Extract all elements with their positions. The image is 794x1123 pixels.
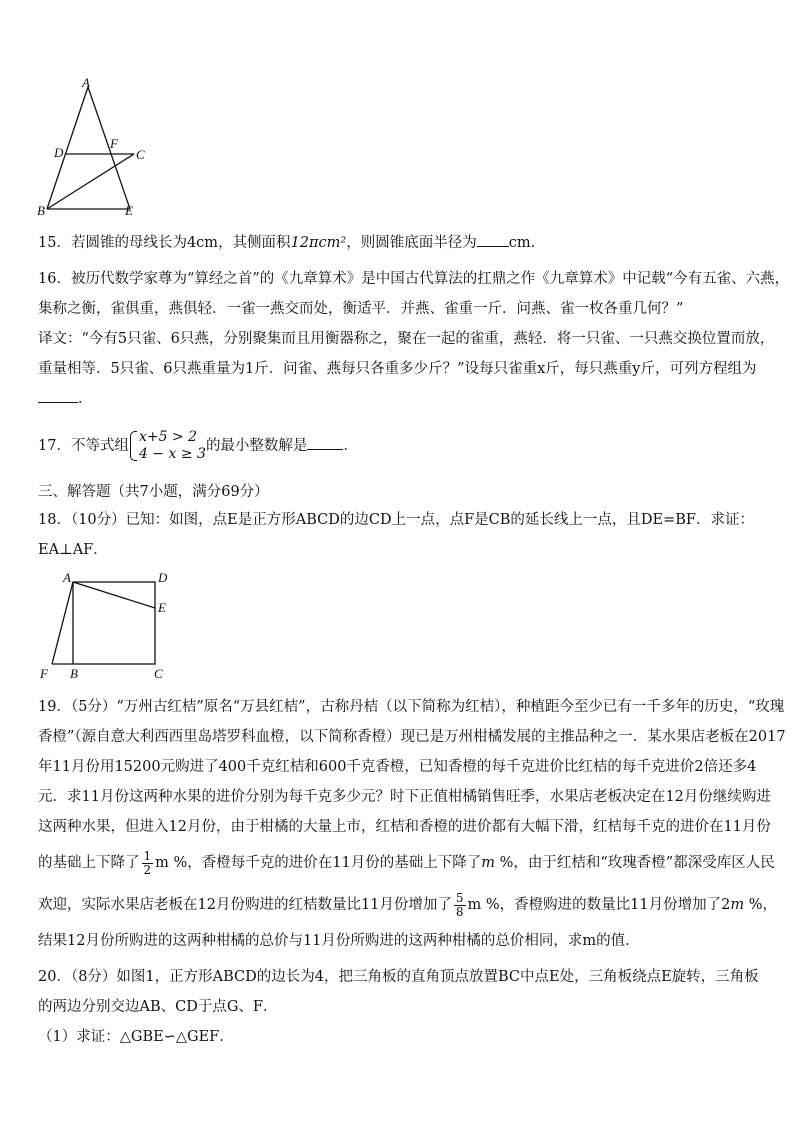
label-f: F — [110, 136, 118, 151]
fraction-half: $\frac{1}{2}$ — [143, 848, 152, 877]
label-b: B — [70, 666, 78, 681]
q17-line: 17．不等式组 x+5 > 2 4 − x ≥ 3 的最小整数解是 ． — [38, 429, 358, 462]
q20-line3: （1）求证：△GBE∽△GEF． — [38, 1029, 234, 1045]
q16-line4: 重量相等．5只雀、6只燕重量为1斤．问雀、燕每只各重多少斤？”设每只雀重x斤，每只燕重y斤，可列方程组为 — [38, 361, 757, 377]
label-f: F — [40, 666, 48, 681]
q15-line: 15．若圆锥的母线长为4cm，其侧面积12πcm²，则圆锥底面半径为 cm． — [38, 235, 546, 251]
label-b: B — [37, 203, 45, 218]
label-c: C — [154, 666, 163, 681]
q19-line2: 香橙”（源自意大利西西里岛塔罗科血橙，以下简称香橙）现已是万州柑橘发展的主推品种之一．某水果店老板在2017 — [38, 729, 786, 745]
q18-line2: EA⊥AF． — [38, 542, 108, 558]
q19-line6: 的基础上下降了 $\frac{1}{2}$ m %，香橙每千克的进价在11月份的基础上下降了m %，由于红桔和“玫瑰香橙”都深受库区人民 — [38, 848, 775, 877]
answer-blank — [477, 246, 509, 247]
question-16 — [38, 264, 790, 414]
q19-line7: 欢迎，实际水果店老板在12月份购进的红桔数量比11月份增加了 $\frac{5}{8}$ m %，香橙购进的数量比11月份增加了2m %， — [38, 890, 777, 919]
q20-line1: 20．（8分）如图1，正方形ABCD的边长为4，把三角板的直角顶点放置BC中点E处，三角板绕点E旋转，三角板 — [38, 969, 759, 985]
question-20 — [38, 962, 760, 1052]
q18-line1: 18．（10分）已知：如图，点E是正方形ABCD的边CD上一点，点F是CB的延长线上一点，且DE=BF．求证： — [38, 512, 754, 528]
q16-line5: ． — [38, 384, 760, 414]
q19-line3: 年11月份用15200元购进了400千克红桔和600千克香橙，已知香橙的每千克进价比红桔的每千克进价2倍还多4 — [38, 759, 757, 775]
question-18 — [38, 505, 760, 565]
q16-line3: 译文：“今有5只雀、6只燕，分别聚集而且用衡器称之，聚在一起的雀重，燕轻．将一只雀、一只燕交换位置而放， — [38, 331, 775, 347]
question-15 — [38, 228, 760, 258]
q19-line1: 19．（5分）“万州古红桔”原名“万县红桔”，古称丹桔（以下简称为红桔），种植距今至少已有一千多年的历史，“玫瑰 — [38, 699, 785, 715]
q19-line5: 这两种水果，但进入12月份，由于柑橘的大量上市，红桔和香橙的进价都有大幅下滑，红桔每千克的进价在11月份 — [38, 819, 771, 835]
question-17 — [38, 426, 760, 466]
q20-line2: 的两边分别交边AB、CD于点G、F． — [38, 999, 278, 1015]
fraction-five-eighths: $\frac{5}{8}$ — [455, 890, 464, 919]
label-a: A — [82, 75, 90, 90]
q19-line8: 结果12月份所购进的这两种柑橘的总价与11月份所购进的这两种柑橘的总价相同，求m的值． — [38, 933, 640, 949]
question-19 — [38, 692, 786, 956]
label-c: C — [136, 147, 145, 162]
label-d: D — [158, 570, 168, 585]
q16-line2: 集称之衡，雀俱重，燕俱轻．一雀一燕交而处，衡适平．并燕、雀重一斤．问燕、雀一枚各重几何？” — [38, 301, 684, 317]
q19-line4: 元．求11月份这两种水果的进价分别为每千克多少元？时下正值柑橘销售旺季，水果店老板决定在12月份继续购进 — [38, 789, 771, 805]
triangle-figure — [30, 75, 160, 225]
inequality-system: x+5 > 2 4 − x ≥ 3 — [129, 429, 206, 463]
label-d: D — [54, 145, 64, 160]
answer-blank — [307, 449, 343, 450]
square-figure — [30, 570, 180, 685]
label-e: E — [158, 600, 166, 615]
section-heading: 三、解答题（共7小题，满分69分） — [38, 484, 269, 500]
label-e: E — [125, 203, 133, 218]
q16-line1: 16．被历代数学家尊为“算经之首”的《九章算术》是中国古代算法的扛鼎之作《九章算术》中记载“今有五雀、六燕， — [38, 271, 790, 287]
label-a: A — [63, 570, 71, 585]
answer-blank — [38, 402, 78, 403]
